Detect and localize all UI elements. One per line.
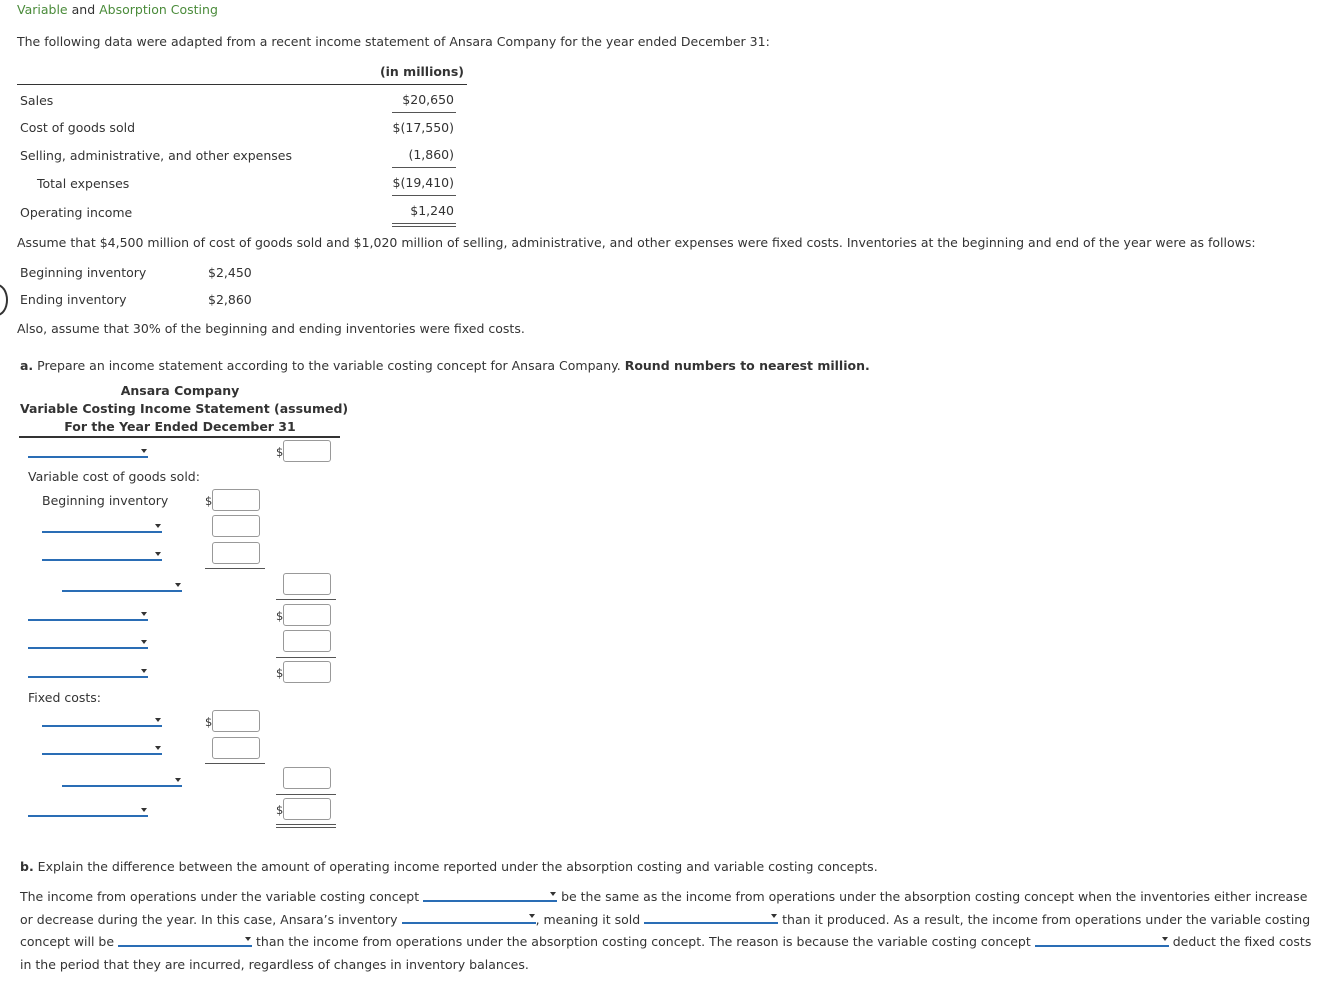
amount-input-2[interactable] — [283, 604, 331, 626]
double-rule-bottom — [392, 226, 456, 227]
variable-cogs-label: Variable cost of goods sold: — [28, 469, 200, 484]
subtotal-rule-1 — [205, 568, 265, 569]
explanation-text-5: than the income from operations under the absorption costing concept. The reason is because the variable costing concept — [256, 934, 1031, 949]
operating-income-select[interactable] — [28, 803, 148, 817]
final-double-rule-top — [276, 824, 336, 825]
double-rule-top — [392, 223, 456, 224]
title-word-absorption-costing: Absorption Costing — [99, 2, 218, 17]
variable-cogs-input-1[interactable] — [212, 515, 260, 537]
inventory-value-beginning: $2,450 — [208, 265, 252, 280]
fixed-note: Also, assume that 30% of the beginning and ending inventories were fixed costs. — [17, 321, 525, 336]
part-a-prefix: a. — [20, 358, 34, 373]
intro-text: The following data were adapted from a recent income statement of Ansara Company for the year ended December 31: — [17, 34, 770, 49]
statement-title: Variable Costing Income Statement (assumed) — [20, 401, 349, 416]
assumption-text: Assume that $4,500 million of cost of goods sold and $1,020 million of selling, administrative, and other expenses were fixed costs. Inventories at the beginning and end of the year were as follows: — [17, 235, 1256, 250]
explanation-text-3: , meaning it sold — [535, 911, 641, 927]
title-word-and: and — [71, 2, 96, 17]
total-rule — [392, 195, 456, 196]
explanation-select-sold-amount[interactable] — [644, 910, 778, 924]
row-label-cogs: Cost of goods sold — [20, 120, 136, 135]
fixed-cost-select-2[interactable] — [42, 741, 162, 755]
subtotal-rule-3 — [276, 657, 336, 658]
row-value-cogs: $(17,550) — [392, 120, 454, 135]
final-double-rule-bottom — [276, 827, 336, 828]
part-b-text: Explain the difference between the amount of operating income reported under the absorption costing and variable costing concepts. — [33, 859, 878, 874]
side-marker — [0, 284, 8, 316]
line-item-select-1[interactable] — [28, 444, 148, 458]
explanation-select-deduct[interactable] — [1035, 933, 1169, 947]
fixed-cost-input-2[interactable] — [212, 737, 260, 759]
explanation-text-4: than it produced. As a result, the income from operations under the variable costing concept will be — [20, 911, 1311, 949]
variable-cogs-select-2[interactable] — [42, 547, 162, 561]
subtotal-rule-5 — [276, 794, 336, 795]
line-item-select-2[interactable] — [28, 607, 148, 621]
amount-input-4[interactable] — [283, 661, 331, 683]
amount-input-1[interactable] — [283, 440, 331, 462]
explanation-select-income-comparison[interactable] — [118, 933, 252, 947]
row-value-operating-income: $1,240 — [410, 203, 454, 218]
total-fixed-costs-input[interactable] — [283, 767, 331, 789]
dollar-sign: $ — [276, 609, 284, 623]
operating-income-input[interactable] — [283, 798, 331, 820]
inventory-label-beginning: Beginning inventory — [20, 265, 147, 280]
part-b-prefix: b. — [20, 859, 34, 874]
amount-input-3[interactable] — [283, 630, 331, 652]
variable-cogs-total-select[interactable] — [62, 578, 182, 592]
statement-period: For the Year Ended December 31 — [64, 419, 296, 434]
variable-cogs-select-1[interactable] — [42, 519, 162, 533]
row-label-operating-income: Operating income — [20, 205, 133, 220]
fixed-costs-label: Fixed costs: — [28, 690, 102, 705]
subtotal-rule-4 — [205, 763, 265, 764]
explanation-select-will[interactable] — [423, 888, 557, 902]
row-value-selling-admin: (1,860) — [408, 147, 454, 162]
unit-header: (in millions) — [379, 64, 464, 79]
dollar-sign: $ — [205, 494, 213, 508]
line-item-select-4[interactable] — [28, 664, 148, 678]
fixed-cost-input-1[interactable] — [212, 710, 260, 732]
row-label-selling-admin: Selling, administrative, and other expenses — [20, 148, 293, 163]
dollar-sign: $ — [205, 715, 213, 729]
explanation-text-1: The income from operations under the variable costing concept — [20, 889, 420, 904]
part-a-bold: Round numbers to nearest million. — [624, 358, 870, 373]
explanation-paragraph — [20, 886, 1320, 976]
variable-cogs-input-2[interactable] — [212, 542, 260, 564]
inventory-label-ending: Ending inventory — [20, 292, 127, 307]
line-item-select-3[interactable] — [28, 635, 148, 649]
page-title — [17, 2, 218, 17]
subtotal-rule-2 — [276, 599, 336, 600]
dollar-sign: $ — [276, 445, 284, 459]
dollar-sign: $ — [276, 666, 284, 680]
total-fixed-costs-select[interactable] — [62, 773, 182, 787]
expenses-rule — [392, 167, 456, 168]
part-b-instructions — [20, 859, 878, 874]
explanation-text-2: be the same as the income from operations under the absorption costing concept when the inventories either increase or decrease during the year. In this case, Ansara’s inventory — [20, 889, 1308, 927]
dollar-sign: $ — [276, 803, 284, 817]
inventory-value-ending: $2,860 — [208, 292, 252, 307]
explanation-select-inventory-change[interactable] — [402, 910, 536, 924]
beginning-inventory-label: Beginning inventory — [42, 493, 169, 508]
statement-company: Ansara Company — [120, 383, 240, 398]
part-a-text: Prepare an income statement according to the variable costing concept for Ansara Company. — [33, 358, 625, 373]
part-a-instructions — [20, 358, 870, 373]
sales-rule — [392, 112, 456, 113]
beginning-inventory-input[interactable] — [212, 489, 260, 511]
row-label-total-expenses: Total expenses — [37, 176, 130, 191]
explanation-text-6: deduct the fixed costs in the period that they are incurred, regardless of changes in inventory balances. — [20, 934, 1312, 972]
title-word-variable: Variable — [17, 2, 68, 17]
row-label-sales: Sales — [20, 93, 54, 108]
row-value-sales: $20,650 — [402, 92, 454, 107]
row-value-total-expenses: $(19,410) — [392, 175, 454, 190]
fixed-cost-select-1[interactable] — [42, 713, 162, 727]
variable-cogs-total-input[interactable] — [283, 573, 331, 595]
table-top-rule — [17, 84, 467, 85]
statement-header-rule — [19, 436, 340, 438]
